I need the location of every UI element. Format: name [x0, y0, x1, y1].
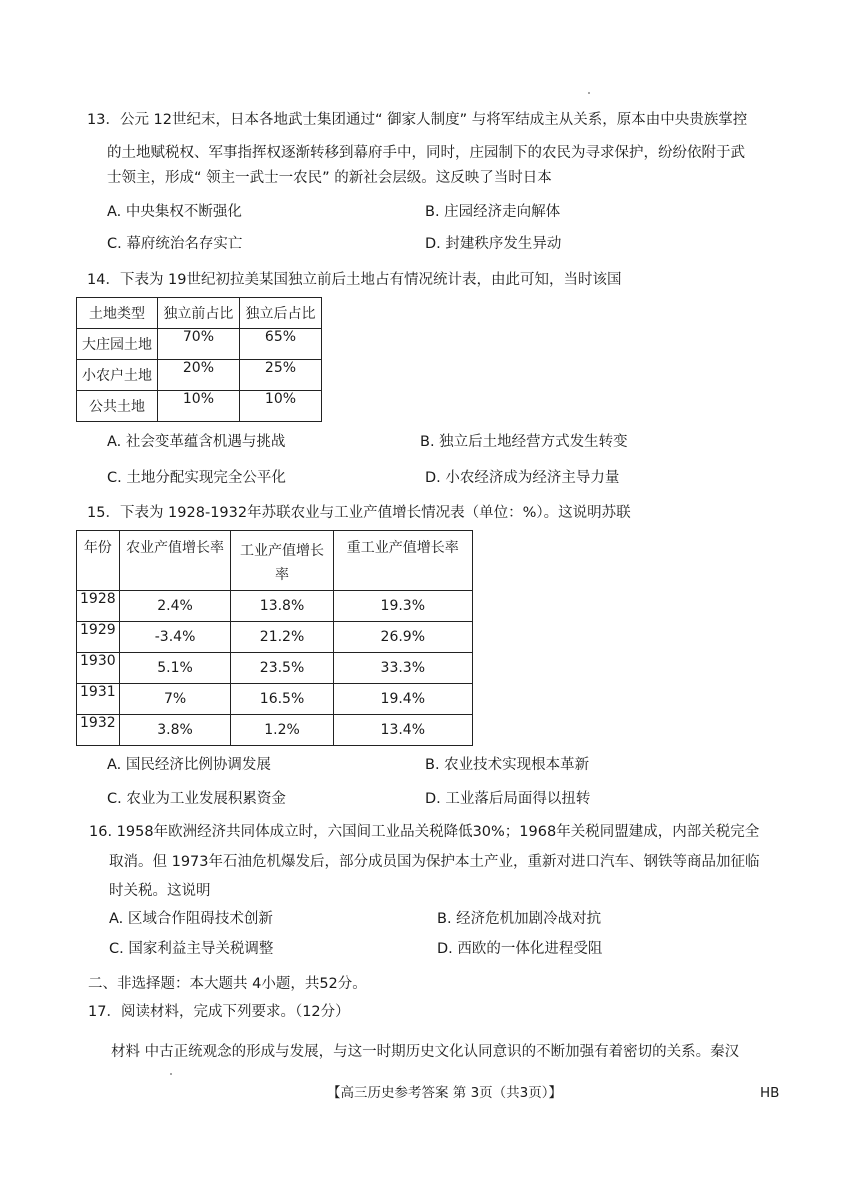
table-row	[77, 684, 473, 715]
q14-option-b: B. 独立后土地经营方式发生转变	[420, 434, 628, 450]
q16-stem-line-2: 取消。但 1973年石油危机爆发后，部分成员国为保护本土产业，重新对进口汽车、钢铁等商品加征临	[109, 854, 760, 870]
table-cell: 1928	[77, 591, 120, 622]
table-header: 土地类型	[77, 298, 158, 329]
table-cell: 19.3%	[333, 591, 472, 622]
table-cell: 26.9%	[333, 622, 472, 653]
table-row	[77, 653, 473, 684]
header-line: 率	[275, 567, 290, 583]
table-cell: 1.2%	[231, 715, 333, 746]
q14-option-d: D. 小农经济成为经济主导力量	[425, 470, 620, 486]
section-heading: 二、非选择题：本大题共 4小题，共52分。	[88, 976, 367, 992]
table-cell: -3.4%	[119, 622, 231, 653]
table-cell: 3.8%	[119, 715, 231, 746]
q15-option-b: B. 农业技术实现根本革新	[425, 757, 590, 773]
table-cell: 20%	[157, 360, 239, 391]
table-cell: 70%	[157, 329, 239, 360]
q16-option-a: A. 区域合作阻碍技术创新	[109, 911, 273, 927]
table-header: 农业产值增长率	[119, 531, 231, 591]
table-cell: 7%	[119, 684, 231, 715]
q13-option-d: D. 封建秩序发生异动	[425, 236, 562, 252]
q15-option-a: A. 国民经济比例协调发展	[107, 757, 271, 773]
table-cell: 19.4%	[333, 684, 472, 715]
table-row	[77, 622, 473, 653]
q13-option-b: B. 庄园经济走向解体	[425, 204, 561, 220]
table-cell: 2.4%	[119, 591, 231, 622]
table-header: 重工业产值增长率	[333, 531, 472, 591]
q14-option-a: A. 社会变革蕴含机遇与挑战	[107, 434, 286, 450]
soviet-growth-table	[76, 530, 473, 746]
table-cell: 25%	[239, 360, 321, 391]
q15-option-c: C. 农业为工业发展积累资金	[107, 791, 286, 807]
table-cell: 13.4%	[333, 715, 472, 746]
table-cell: 10%	[239, 391, 321, 422]
q16-option-d: D. 西欧的一体化进程受阻	[437, 941, 603, 957]
q14-option-c: C. 土地分配实现完全公平化	[107, 470, 286, 486]
q13-stem-line-2: 的土地赋税权、军事指挥权逐渐转移到幕府手中，同时，庄园制下的农民为寻求保护，纷纷依附于武	[107, 145, 745, 161]
q17-material: 材料 中古正统观念的形成与发展，与这一时期历史文化认同意识的不断加强有着密切的关系。秦汉	[111, 1044, 740, 1060]
q15-option-d: D. 工业落后局面得以扭转	[425, 791, 591, 807]
q13-stem-line-3: 士领主，形成“ 领主一武士一农民” 的新社会层级。这反映了当时日本	[107, 170, 552, 186]
table-cell: 1931	[77, 684, 120, 715]
q13-option-c: C. 幕府统治名存实亡	[107, 236, 243, 252]
page-footer: 【高三历史参考答案 第 3页（共3页）】	[327, 1085, 563, 1101]
table-row	[77, 591, 473, 622]
table-header: 独立后占比	[239, 298, 321, 329]
scan-speck	[588, 92, 590, 94]
q13-option-a: A. 中央集权不断强化	[107, 204, 242, 220]
table-row	[77, 391, 322, 422]
table-row	[77, 715, 473, 746]
footer-code: HB	[760, 1085, 780, 1101]
q17-stem: 17．阅读材料，完成下列要求。（12分）	[88, 1004, 350, 1020]
q16-option-c: C. 国家利益主导关税调整	[109, 941, 274, 957]
table-header: 年份	[77, 531, 120, 591]
q16-option-b: B. 经济危机加剧冷战对抗	[437, 911, 602, 927]
table-cell: 13.8%	[231, 591, 333, 622]
q16-stem-line-3: 时关税。这说明	[109, 883, 211, 899]
table-row	[77, 360, 322, 391]
table-cell: 小农户土地	[77, 360, 158, 391]
land-ownership-table	[76, 297, 322, 422]
table-header: 独立前占比	[157, 298, 239, 329]
q13-stem-line-1: 13．公元 12世纪末，日本各地武士集团通过“ 御家人制度” 与将军结成主从关系，原本由中央贵族掌控	[87, 112, 748, 128]
q14-stem: 14．下表为 19世纪初拉美某国独立前后土地占有情况统计表，由此可知，当时该国	[87, 272, 622, 288]
table-cell: 65%	[239, 329, 321, 360]
scan-speck	[170, 1073, 172, 1075]
table-cell: 1932	[77, 715, 120, 746]
header-line: 工业产值增长	[240, 543, 325, 559]
table-header-industrial	[231, 531, 333, 591]
table-cell: 1930	[77, 653, 120, 684]
table-cell: 21.2%	[231, 622, 333, 653]
table-cell: 5.1%	[119, 653, 231, 684]
table-cell: 1929	[77, 622, 120, 653]
table-cell: 33.3%	[333, 653, 472, 684]
table-cell: 16.5%	[231, 684, 333, 715]
table-cell: 公共土地	[77, 391, 158, 422]
q15-stem: 15．下表为 1928-1932年苏联农业与工业产值增长情况表（单位：%）。这说明苏联	[87, 505, 631, 521]
table-cell: 23.5%	[231, 653, 333, 684]
table-cell: 10%	[157, 391, 239, 422]
table-row	[77, 329, 322, 360]
table-cell: 大庄园土地	[77, 329, 158, 360]
q16-stem-line-1: 16. 1958年欧洲经济共同体成立时，六国间工业品关税降低30%；1968年关税同盟建成，内部关税完全	[89, 824, 760, 840]
